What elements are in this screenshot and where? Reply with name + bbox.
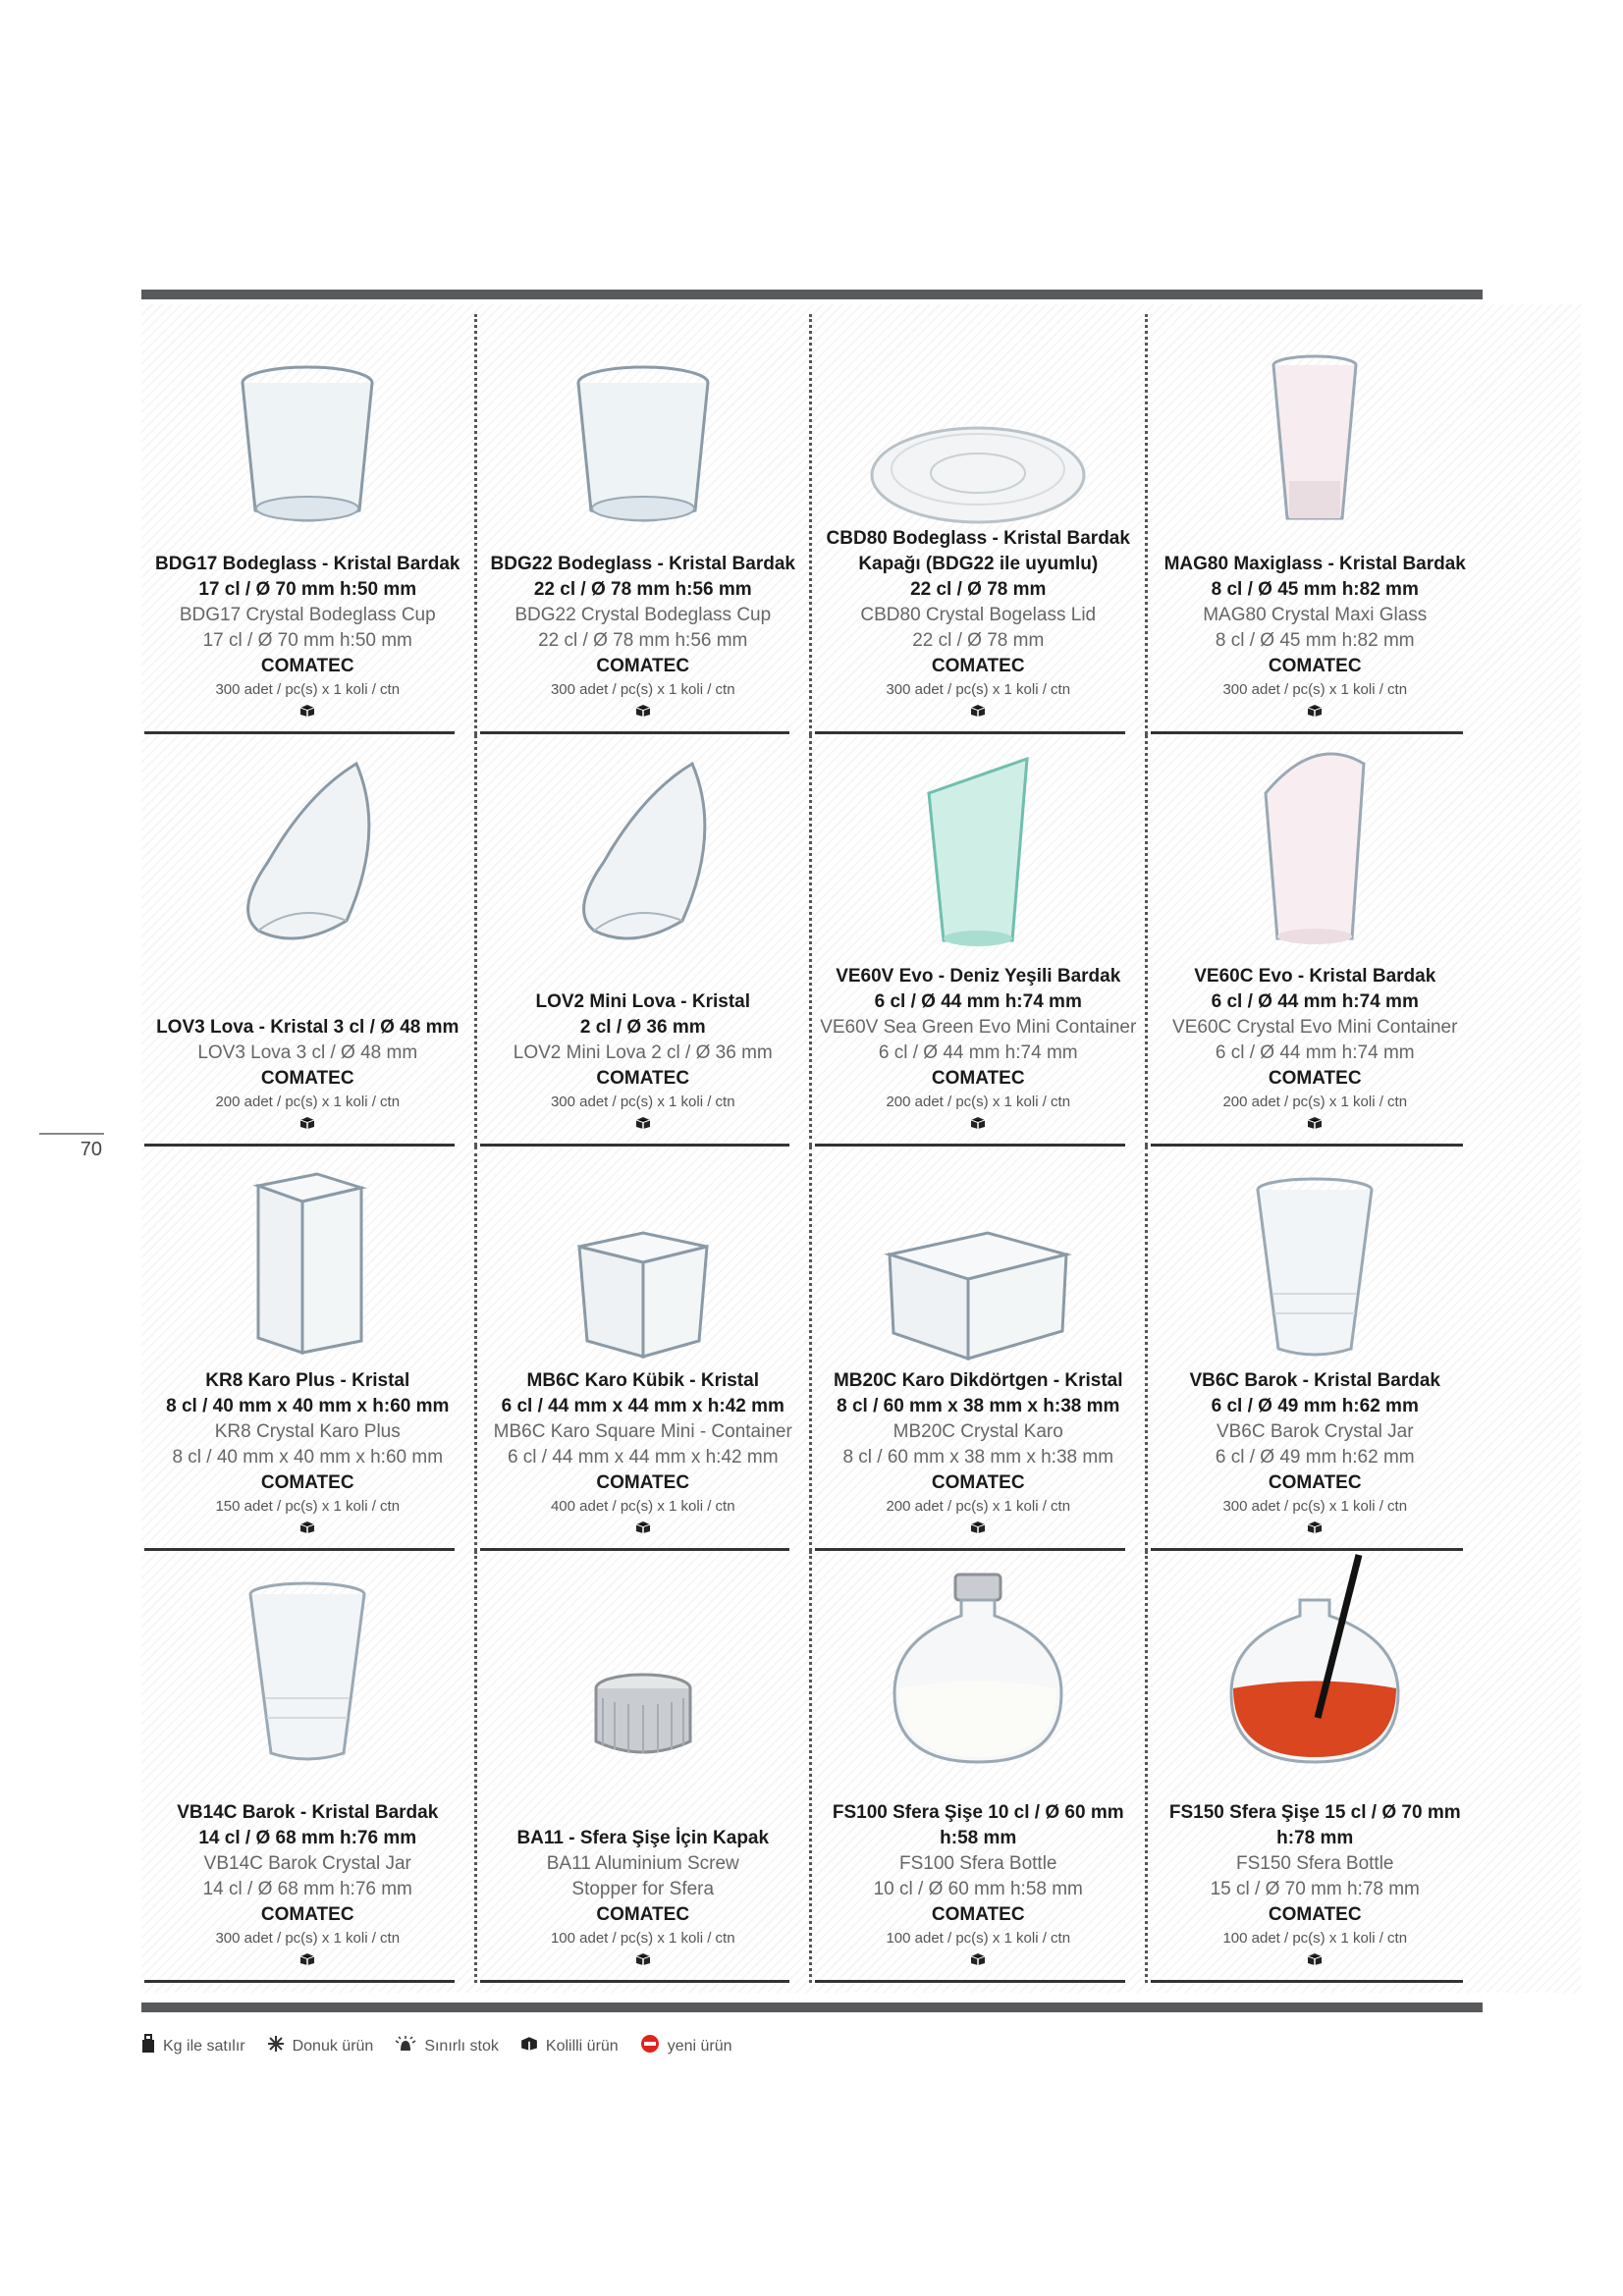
packing-quantity: 100 adet / pc(s) x 1 koli / ctn <box>550 1930 735 1947</box>
brand-name: COMATEC <box>260 1472 354 1493</box>
brand-name: COMATEC <box>1268 1068 1362 1089</box>
product-image <box>831 353 1125 530</box>
product-title: LOV2 Mini Lova - Kristal <box>535 991 751 1012</box>
product-image <box>496 774 790 950</box>
product-description: 8 cl / 40 mm x 40 mm x h:60 mm <box>172 1447 444 1468</box>
product-grid <box>141 314 1483 1993</box>
product-title: 6 cl / Ø 44 mm h:74 mm <box>874 991 1082 1012</box>
snowflake-icon <box>267 2035 285 2057</box>
brand-name: COMATEC <box>260 656 354 676</box>
packing-quantity: 300 adet / pc(s) x 1 koli / ctn <box>215 1930 401 1947</box>
product-description: 15 cl / Ø 70 mm h:78 mm <box>1210 1879 1420 1899</box>
product-image <box>1167 353 1462 530</box>
product-title: VE60C Evo - Kristal Bardak <box>1194 966 1436 987</box>
box-icon <box>1154 1949 1478 1971</box>
product-title: BDG22 Bodeglass - Kristal Bardak <box>490 554 795 574</box>
legend-label: Kolilli ürün <box>545 2037 619 2055</box>
product-title: 17 cl / Ø 70 mm h:50 mm <box>198 579 417 600</box>
product-card <box>477 314 813 734</box>
product-title: BA11 - Sfera Şişe İçin Kapak <box>516 1828 770 1848</box>
product-description: 17 cl / Ø 70 mm h:50 mm <box>202 630 412 651</box>
weight-icon <box>141 2034 155 2058</box>
packing-quantity: 200 adet / pc(s) x 1 koli / ctn <box>1222 1094 1408 1110</box>
legend-label: Sınırlı stok <box>424 2037 499 2055</box>
product-title: 8 cl / 60 mm x 38 mm x h:38 mm <box>837 1396 1120 1416</box>
product-title: LOV3 Lova - Kristal 3 cl / Ø 48 mm <box>156 1017 460 1038</box>
box-icon <box>147 1949 468 1971</box>
legend-item <box>640 2034 732 2058</box>
product-title: 14 cl / Ø 68 mm h:76 mm <box>198 1828 417 1848</box>
product-image <box>1167 774 1462 950</box>
packing-quantity: 300 adet / pc(s) x 1 koli / ctn <box>215 681 401 698</box>
product-card <box>141 734 477 1147</box>
product-title: MB20C Karo Dikdörtgen - Kristal <box>833 1370 1123 1391</box>
product-info <box>147 552 468 734</box>
product-description: VE60V Sea Green Evo Mini Container <box>820 1017 1137 1038</box>
product-image <box>160 1186 455 1362</box>
packing-quantity: 300 adet / pc(s) x 1 koli / ctn <box>1222 1498 1408 1515</box>
packing-quantity: 100 adet / pc(s) x 1 koli / ctn <box>886 1930 1071 1947</box>
packing-quantity: 200 adet / pc(s) x 1 koli / ctn <box>215 1094 401 1110</box>
legend-label: yeni ürün <box>667 2037 732 2055</box>
box-icon <box>483 1113 804 1135</box>
product-image <box>496 1590 790 1767</box>
box-icon <box>818 1113 1139 1135</box>
packing-quantity: 200 adet / pc(s) x 1 koli / ctn <box>886 1498 1071 1515</box>
product-title: 22 cl / Ø 78 mm h:56 mm <box>533 579 752 600</box>
packing-quantity: 400 adet / pc(s) x 1 koli / ctn <box>550 1498 735 1515</box>
product-image <box>831 1590 1125 1767</box>
brand-name: COMATEC <box>596 1068 690 1089</box>
brand-name: COMATEC <box>260 1904 354 1925</box>
product-image <box>160 774 455 950</box>
product-card <box>812 1551 1148 1983</box>
product-info <box>1154 1368 1478 1551</box>
legend-item <box>520 2036 619 2056</box>
product-description: LOV3 Lova 3 cl / Ø 48 mm <box>197 1042 418 1063</box>
product-card <box>141 314 477 734</box>
box-icon <box>147 701 468 722</box>
product-info <box>818 1368 1139 1551</box>
product-description: 6 cl / 44 mm x 44 mm x h:42 mm <box>507 1447 779 1468</box>
product-description: Stopper for Sfera <box>571 1879 715 1899</box>
product-card <box>1148 314 1484 734</box>
packing-quantity: 150 adet / pc(s) x 1 koli / ctn <box>215 1498 401 1515</box>
brand-name: COMATEC <box>260 1068 354 1089</box>
page-number: 70 <box>80 1139 102 1160</box>
box-icon <box>818 1949 1139 1971</box>
box-icon <box>483 1949 804 1971</box>
product-description: 22 cl / Ø 78 mm h:56 mm <box>538 630 748 651</box>
packing-quantity: 100 adet / pc(s) x 1 koli / ctn <box>1222 1930 1408 1947</box>
product-title: MAG80 Maxiglass - Kristal Bardak <box>1163 554 1466 574</box>
brand-name: COMATEC <box>931 1472 1025 1493</box>
packing-quantity: 300 adet / pc(s) x 1 koli / ctn <box>550 681 735 698</box>
product-image <box>1167 1186 1462 1362</box>
product-info <box>483 989 804 1147</box>
product-card <box>477 1551 813 1983</box>
product-title: BDG17 Bodeglass - Kristal Bardak <box>155 554 460 574</box>
legend-item <box>395 2035 499 2057</box>
alarm-icon <box>395 2035 416 2057</box>
box-icon <box>483 1518 804 1539</box>
brand-name: COMATEC <box>596 1472 690 1493</box>
product-title: h:58 mm <box>940 1828 1017 1848</box>
product-title: 8 cl / Ø 45 mm h:82 mm <box>1211 579 1419 600</box>
product-image <box>160 353 455 530</box>
product-title: VE60V Evo - Deniz Yeşili Bardak <box>836 966 1121 987</box>
product-title: CBD80 Bodeglass - Kristal Bardak <box>826 528 1130 549</box>
product-description: 14 cl / Ø 68 mm h:76 mm <box>202 1879 412 1899</box>
product-description: CBD80 Crystal Bogelass Lid <box>860 605 1097 625</box>
brand-name: COMATEC <box>596 1904 690 1925</box>
brand-name: COMATEC <box>1268 656 1362 676</box>
product-info <box>483 552 804 734</box>
product-description: MB6C Karo Square Mini - Container <box>493 1421 792 1442</box>
packing-quantity: 200 adet / pc(s) x 1 koli / ctn <box>886 1094 1071 1110</box>
brand-name: COMATEC <box>931 656 1025 676</box>
product-card <box>477 1147 813 1551</box>
product-description: BDG17 Crystal Bodeglass Cup <box>179 605 436 625</box>
product-title: FS150 Sfera Şişe 15 cl / Ø 70 mm <box>1168 1802 1461 1823</box>
product-description: LOV2 Mini Lova 2 cl / Ø 36 mm <box>513 1042 773 1063</box>
product-description: 22 cl / Ø 78 mm <box>912 630 1045 651</box>
product-image <box>831 774 1125 950</box>
product-title: 8 cl / 40 mm x 40 mm x h:60 mm <box>166 1396 450 1416</box>
product-card <box>812 1147 1148 1551</box>
product-title: 6 cl / Ø 44 mm h:74 mm <box>1211 991 1419 1012</box>
card-rule <box>1151 1980 1464 1983</box>
product-description: VE60C Crystal Evo Mini Container <box>1172 1017 1458 1038</box>
packing-quantity: 300 adet / pc(s) x 1 koli / ctn <box>550 1094 735 1110</box>
product-image <box>496 353 790 530</box>
box-icon <box>147 1113 468 1135</box>
product-info <box>483 1368 804 1551</box>
box-icon <box>1154 1113 1478 1135</box>
product-title: VB6C Barok - Kristal Bardak <box>1189 1370 1441 1391</box>
product-title: FS100 Sfera Şişe 10 cl / Ø 60 mm <box>832 1802 1124 1823</box>
product-description: FS100 Sfera Bottle <box>898 1853 1057 1874</box>
product-description: VB14C Barok Crystal Jar <box>203 1853 411 1874</box>
packing-quantity: 300 adet / pc(s) x 1 koli / ctn <box>1222 681 1408 698</box>
box-icon <box>520 2036 538 2056</box>
product-title: 22 cl / Ø 78 mm <box>910 579 1047 600</box>
legend <box>141 2034 732 2058</box>
product-description: 8 cl / 60 mm x 38 mm x h:38 mm <box>842 1447 1114 1468</box>
legend-label: Kg ile satılır <box>163 2037 245 2055</box>
card-rule <box>144 1980 455 1983</box>
brand-name: COMATEC <box>931 1904 1025 1925</box>
product-info <box>818 964 1139 1147</box>
legend-item <box>267 2035 374 2057</box>
product-card <box>477 734 813 1147</box>
product-description: MB20C Crystal Karo <box>893 1421 1063 1442</box>
product-image <box>1167 1590 1462 1767</box>
product-description: 10 cl / Ø 60 mm h:58 mm <box>873 1879 1083 1899</box>
product-description: 6 cl / Ø 44 mm h:74 mm <box>878 1042 1078 1063</box>
product-card <box>1148 1147 1484 1551</box>
packing-quantity: 300 adet / pc(s) x 1 koli / ctn <box>886 681 1071 698</box>
product-card <box>1148 734 1484 1147</box>
product-info <box>1154 1800 1478 1983</box>
product-card <box>141 1551 477 1983</box>
product-description: 6 cl / Ø 44 mm h:74 mm <box>1215 1042 1415 1063</box>
product-description: 6 cl / Ø 49 mm h:62 mm <box>1215 1447 1415 1468</box>
product-card <box>812 734 1148 1147</box>
card-rule <box>480 1980 790 1983</box>
brand-name: COMATEC <box>1268 1904 1362 1925</box>
legend-label: Donuk ürün <box>292 2037 374 2055</box>
page-number-rule <box>39 1133 104 1135</box>
box-icon <box>1154 1518 1478 1539</box>
product-info <box>1154 964 1478 1147</box>
legend-item <box>141 2034 245 2058</box>
product-title: MB6C Karo Kübik - Kristal <box>526 1370 759 1391</box>
box-icon <box>1154 701 1478 722</box>
product-description: BDG22 Crystal Bodeglass Cup <box>514 605 772 625</box>
product-info <box>147 1800 468 1983</box>
product-title: 6 cl / 44 mm x 44 mm x h:42 mm <box>501 1396 784 1416</box>
product-info <box>818 1800 1139 1983</box>
product-card <box>141 1147 477 1551</box>
product-title: Kapağı (BDG22 ile uyumlu) <box>858 554 1099 574</box>
new-icon <box>640 2034 660 2058</box>
brand-name: COMATEC <box>596 656 690 676</box>
product-title: 2 cl / Ø 36 mm <box>579 1017 706 1038</box>
product-description: VB6C Barok Crystal Jar <box>1216 1421 1414 1442</box>
product-image <box>496 1186 790 1362</box>
product-title: h:78 mm <box>1276 1828 1354 1848</box>
product-title: VB14C Barok - Kristal Bardak <box>177 1802 439 1823</box>
product-image <box>831 1186 1125 1362</box>
product-title: 6 cl / Ø 49 mm h:62 mm <box>1211 1396 1419 1416</box>
box-icon <box>483 701 804 722</box>
product-description: FS150 Sfera Bottle <box>1235 1853 1394 1874</box>
product-info <box>147 1368 468 1551</box>
product-card <box>812 314 1148 734</box>
product-info <box>818 526 1139 734</box>
box-icon <box>818 701 1139 722</box>
product-card <box>1148 1551 1484 1983</box>
box-icon <box>818 1518 1139 1539</box>
product-description: 8 cl / Ø 45 mm h:82 mm <box>1215 630 1415 651</box>
product-title: KR8 Karo Plus - Kristal <box>205 1370 410 1391</box>
product-info <box>483 1826 804 1983</box>
brand-name: COMATEC <box>931 1068 1025 1089</box>
brand-name: COMATEC <box>1268 1472 1362 1493</box>
product-description: KR8 Crystal Karo Plus <box>214 1421 401 1442</box>
top-bar <box>141 290 1483 299</box>
product-description: BA11 Aluminium Screw <box>546 1853 739 1874</box>
card-rule <box>815 1980 1125 1983</box>
product-info <box>147 1015 468 1147</box>
box-icon <box>147 1518 468 1539</box>
product-image <box>160 1590 455 1767</box>
product-info <box>1154 552 1478 734</box>
bottom-bar <box>141 2002 1483 2012</box>
product-description: MAG80 Crystal Maxi Glass <box>1203 605 1428 625</box>
